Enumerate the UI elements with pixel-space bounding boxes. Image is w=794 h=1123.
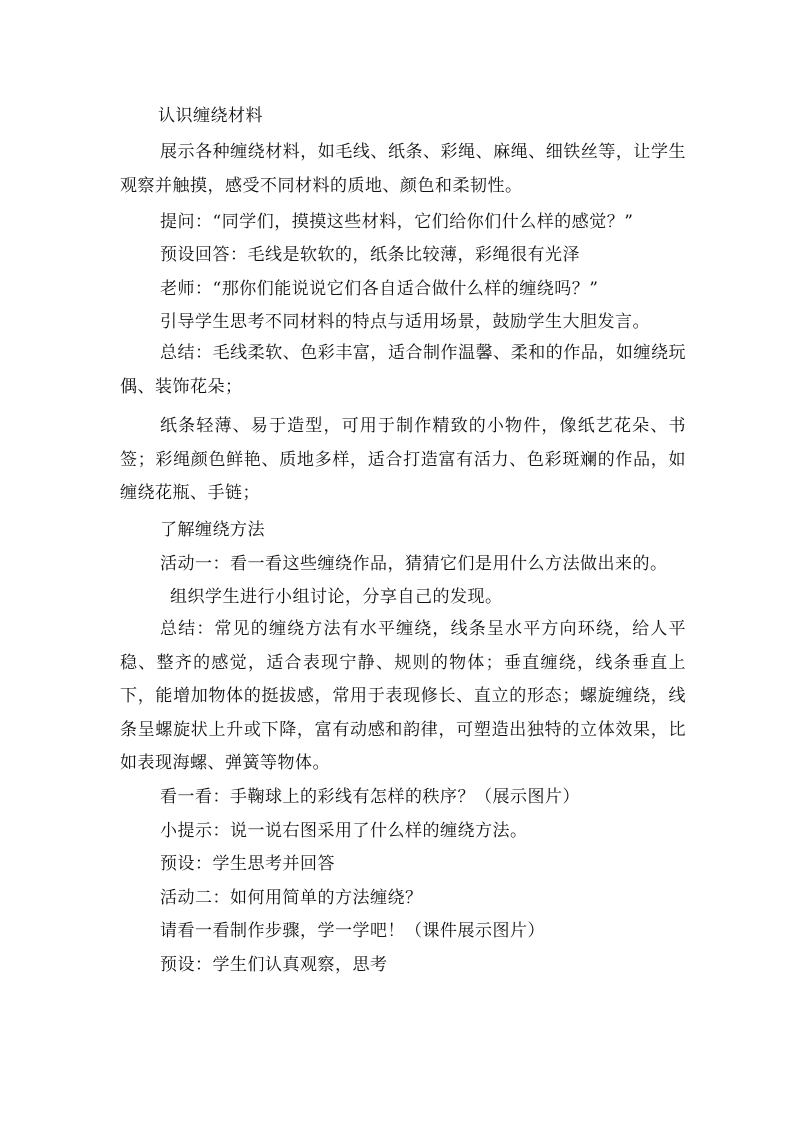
paragraph-look-temari: 看一看：手鞠球上的彩线有怎样的秩序？（展示图片） — [160, 787, 580, 807]
paragraph-group-discussion: 组织学生进行小组讨论，分享自己的发现。 — [170, 587, 503, 607]
paragraph-preset-observe: 预设：学生们认真观察，思考 — [160, 955, 388, 975]
paragraph-steps: 请看一看制作步骤，学一学吧！（课件展示图片） — [160, 921, 545, 941]
section-heading-materials: 认识缠绕材料 — [158, 106, 263, 126]
paragraph-question: 提问：“同学们，摸摸这些材料，它们给你们什么样的感觉？” — [160, 212, 634, 232]
section-heading-methods: 了解缠绕方法 — [160, 520, 265, 540]
paragraph-expected-answer: 预设回答：毛线是软软的，纸条比较薄，彩绳很有光泽 — [160, 245, 580, 265]
paragraph-summary-methods: 总结：常见的缠绕方法有水平缠绕，线条呈水平方向环绕，给人平稳、整齐的感觉，适合表现宁静、规则的物体；垂直缠绕，线条垂直上下，能增加物体的挺拔感，常用于表现修长、直立的形态；螺旋缠绕，线条呈螺旋状上升或下降，富有动感和韵律，可塑造出独特的立体效果，比如表现海螺、弹簧等物体。 — [120, 619, 686, 773]
paragraph-summary-paper-rope: 纸条轻薄、易于造型，可用于制作精致的小物件，像纸艺花朵、书签；彩绳颜色鲜艳、质地多样，适合打造富有活力、色彩斑斓的作品，如缠绕花瓶、手链； — [120, 416, 686, 503]
paragraph-tip: 小提示：说一说右图采用了什么样的缠绕方法。 — [160, 821, 528, 841]
paragraph-preset-answer: 预设：学生思考并回答 — [160, 854, 335, 874]
paragraph-activity-two: 活动二：如何用简单的方法缠绕？ — [160, 888, 423, 908]
paragraph-summary-yarn: 总结：毛线柔软、色彩丰富，适合制作温馨、柔和的作品，如缠绕玩偶、装饰花朵； — [120, 343, 686, 397]
paragraph-activity-one: 活动一：看一看这些缠绕作品，猜猜它们是用什么方法做出来的。 — [160, 554, 668, 574]
paragraph-guidance: 引导学生思考不同材料的特点与适用场景，鼓励学生大胆发言。 — [160, 312, 650, 332]
paragraph-show-materials: 展示各种缠绕材料，如毛线、纸条、彩绳、麻绳、细铁丝等，让学生观察并触摸，感受不同材料的质地、颜色和柔韧性。 — [120, 142, 686, 196]
paragraph-teacher-question: 老师：“那你们能说说它们各自适合做什么样的缠绕吗？” — [160, 279, 599, 299]
